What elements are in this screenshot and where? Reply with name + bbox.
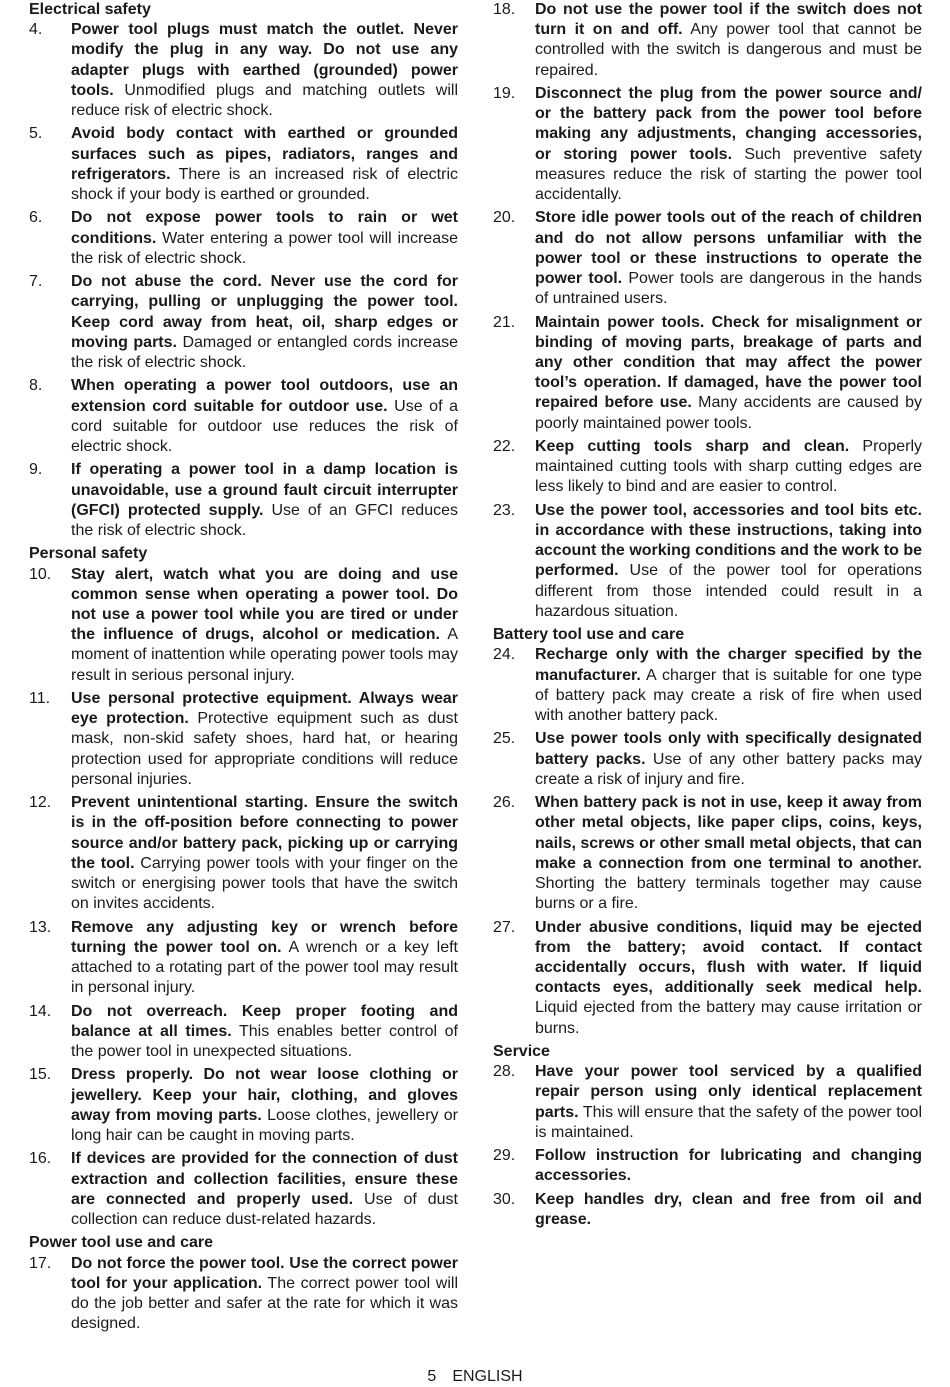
item-text — [535, 1062, 922, 1143]
item-text — [535, 0, 922, 81]
safety-item — [29, 918, 458, 999]
item-explanation: This will ensure that the safety of the power tool is maintained. — [535, 1103, 922, 1141]
safety-item — [493, 918, 922, 1039]
item-text — [71, 376, 458, 457]
safety-item — [29, 272, 458, 373]
item-number: 5. — [29, 125, 43, 143]
item-explanation: Properly maintained cutting tools with sharp cutting edges are less likely to bind and are easier to control. — [535, 438, 922, 496]
item-explanation: Power tools are dangerous in the hands of untrained users. — [535, 270, 922, 308]
item-instruction: Keep cutting tools sharp and clean. — [535, 438, 850, 456]
item-number: 26. — [493, 794, 516, 812]
item-number: 11. — [29, 690, 51, 708]
safety-item — [29, 1254, 458, 1335]
safety-item — [29, 1149, 458, 1230]
item-explanation: Carrying power tools with your finger on the switch or energising power tools that have the switch on invites accidents. — [71, 854, 458, 913]
safety-item — [29, 1065, 458, 1146]
item-explanation: Damaged or entangled cords increase the risk of electric shock. — [71, 333, 458, 372]
safety-item — [493, 437, 922, 498]
item-instruction: If devices are provided for the connection of dust extraction and collection facilities, ensure these are connected and properly used. — [71, 1150, 458, 1208]
item-text — [535, 501, 922, 622]
safety-item — [29, 793, 458, 914]
safety-item — [493, 501, 922, 622]
safety-item — [493, 313, 922, 434]
item-text — [535, 1146, 922, 1186]
item-instruction: Prevent unintentional starting. Ensure the switch is in the off-position before connecting to power source and/or battery pack, picking up or carrying the tool. — [71, 794, 458, 872]
safety-item — [29, 565, 458, 686]
item-text — [535, 1190, 922, 1230]
item-explanation: Such preventive safety measures reduce the risk of starting the power tool accidentally. — [535, 145, 922, 204]
safety-item — [493, 1062, 922, 1143]
item-explanation: Many accidents are caused by poorly maintained power tools. — [535, 394, 923, 432]
item-number: 17. — [29, 1254, 52, 1272]
section-heading: Power tool use and care — [29, 1234, 214, 1252]
item-number: 14. — [29, 1002, 52, 1020]
item-instruction: Store idle power tools out of the reach of children and do not allow persons unfamiliar with the power tool or these instructions to operate the power tool. — [535, 209, 922, 288]
item-number: 25. — [493, 730, 516, 748]
item-explanation: Use of an GFCI reduces the risk of electric shock. — [71, 501, 458, 540]
item-explanation: This enables better control of the power tool in unexpected situations. — [71, 1022, 458, 1061]
safety-item — [493, 208, 922, 309]
item-instruction: If operating a power tool in a damp location is unavoidable, use a ground fault circuit interrupter (GFCI) protected supply. — [71, 461, 458, 519]
item-instruction: Disconnect the plug from the power source and/ or the battery pack from the power tool before making any adjustments, changing accessories, or storing power tools. — [535, 85, 922, 163]
item-explanation: Use of any other battery packs may create a risk of injury and fire. — [535, 750, 923, 788]
item-explanation: Water entering a power tool will increase the risk of electric shock. — [71, 229, 458, 267]
item-number: 19. — [493, 85, 516, 102]
item-number: 22. — [493, 438, 516, 456]
safety-item — [493, 1146, 922, 1186]
item-number: 9. — [29, 461, 43, 479]
item-instruction: Have your power tool serviced by a qualified repair person using only identical replacement parts. — [535, 1063, 922, 1121]
item-text — [535, 84, 922, 205]
item-text — [535, 437, 922, 498]
item-text — [71, 124, 458, 205]
item-explanation: A charger that is suitable for one type of battery pack may create a risk of fire when used with another battery pack. — [535, 666, 922, 725]
item-number: 15. — [29, 1066, 52, 1084]
item-number: 28. — [493, 1063, 516, 1081]
item-text — [71, 1254, 458, 1335]
safety-item — [29, 376, 458, 457]
item-text — [535, 645, 922, 726]
item-number: 16. — [29, 1150, 52, 1168]
item-instruction: When battery pack is not in use, keep it away from other metal objects, like paper clips, coins, keys, nails, screws or other small metal objects, that can make a connection from one terminal to another. — [535, 794, 922, 872]
item-number: 30. — [493, 1190, 516, 1208]
item-explanation: The correct power tool will do the job better and safer at the rate for which it was designed. — [71, 1274, 458, 1333]
item-number: 6. — [29, 209, 43, 227]
item-text — [71, 793, 458, 914]
item-instruction: Do not overreach. Keep proper footing and balance at all times. — [71, 1002, 458, 1040]
item-explanation: Unmodified plugs and matching outlets will reduce risk of electric shock. — [71, 81, 458, 120]
item-instruction: Maintain power tools. Check for misalignment or binding of moving parts, breakage of parts and any other condition that may affect the power tool’s operation. If damaged, have the power tool repaired before use. — [535, 313, 922, 412]
item-instruction: Do not expose power tools to rain or wet conditions. — [71, 209, 458, 247]
item-text — [535, 313, 922, 434]
item-text — [71, 565, 458, 686]
item-number: 20. — [493, 209, 516, 227]
item-instruction: Do not force the power tool. Use the correct power tool for your application. — [71, 1254, 458, 1292]
item-number: 27. — [493, 918, 516, 936]
item-instruction: Use the power tool, accessories and tool bits etc. in accordance with these instructions, taking into account the working conditions and the work to be performed. — [535, 501, 922, 580]
item-instruction: Do not abuse the cord. Never use the cord for carrying, pulling or unplugging the power tool. Keep cord away from heat, oil, sharp edges or moving parts. — [71, 273, 458, 351]
item-text — [535, 208, 922, 309]
item-instruction: Follow instruction for lubricating and changing accessories. — [535, 1147, 922, 1185]
item-text — [71, 1065, 458, 1146]
item-text — [71, 1149, 458, 1230]
section-heading: Battery tool use and care — [493, 626, 685, 644]
item-number: 18. — [493, 1, 516, 18]
item-text — [71, 460, 458, 541]
item-instruction: Under abusive conditions, liquid may be ejected from the battery; avoid contact. If contact accidentally occurs, flush with water. If liquid contacts eyes, additionally seek medical help. — [535, 918, 922, 997]
left-column — [29, 0, 458, 1338]
item-explanation: There is an increased risk of electric shock if your body is earthed or grounded. — [71, 165, 458, 204]
item-explanation: A wrench or a key left attached to a rotating part of the power tool may result in personal injury. — [71, 938, 458, 997]
safety-item — [493, 0, 922, 81]
item-text — [71, 208, 458, 269]
item-explanation: Use of the power tool for operations different from those intended could result in a hazardous situation. — [535, 562, 922, 620]
item-text — [535, 793, 922, 914]
item-number: 12. — [29, 794, 52, 812]
item-number: 23. — [493, 501, 516, 519]
safety-item — [29, 20, 458, 121]
safety-item — [493, 793, 922, 914]
item-text — [71, 918, 458, 999]
item-instruction: Remove any adjusting key or wrench before turning the power tool on. — [71, 918, 458, 956]
page-number: 5 — [427, 1368, 437, 1385]
item-number: 7. — [29, 273, 43, 291]
safety-item — [29, 1002, 458, 1063]
safety-item — [29, 689, 458, 790]
item-instruction: When operating a power tool outdoors, use an extension cord suitable for outdoor use. — [71, 377, 458, 415]
item-text — [71, 272, 458, 373]
item-instruction: Do not use the power tool if the switch does not turn it on and off. — [535, 1, 922, 39]
item-instruction: Recharge only with the charger specified by the manufacturer. — [535, 646, 922, 684]
safety-item — [493, 645, 922, 726]
item-explanation: Any power tool that cannot be controlled with the switch is dangerous and must be repaired. — [535, 21, 922, 79]
item-explanation: Use of dust collection can reduce dust-related hazards. — [71, 1190, 459, 1229]
item-number: 24. — [493, 646, 516, 664]
right-column — [493, 0, 922, 1233]
item-text — [71, 1002, 458, 1063]
item-instruction: Dress properly. Do not wear loose clothing or jewellery. Keep your hair, clothing, and gloves away from moving parts. — [71, 1066, 458, 1124]
safety-item — [493, 84, 922, 205]
item-number: 8. — [29, 377, 43, 395]
item-instruction: Power tool plugs must match the outlet. Never modify the plug in any way. Do not use any adapter plugs with earthed (grounded) power tools. — [71, 21, 458, 99]
item-text — [535, 918, 922, 1039]
item-number: 13. — [29, 918, 52, 936]
footer-language: ENGLISH — [452, 1368, 523, 1385]
item-text — [71, 20, 458, 121]
item-explanation: Liquid ejected from the battery may cause irritation or burns. — [535, 999, 922, 1037]
page-footer — [0, 1367, 950, 1387]
item-number: 10. — [29, 565, 52, 583]
safety-item — [493, 729, 922, 790]
item-explanation: Shorting the battery terminals together may cause burns or a fire. — [535, 875, 922, 913]
item-explanation: A moment of inattention while operating power tools may result in serious personal injury. — [71, 626, 459, 684]
safety-item — [29, 460, 458, 541]
item-explanation: Protective equipment such as dust mask, non-skid safety shoes, hard hat, or hearing protection used for appropriate conditions will reduce personal injuries. — [71, 710, 458, 788]
item-text — [71, 689, 458, 790]
item-explanation: Loose clothes, jewellery or long hair can be caught in moving parts. — [71, 1106, 458, 1145]
item-instruction: Avoid body contact with earthed or grounded surfaces such as pipes, radiators, ranges and refrigerators. — [71, 125, 458, 183]
item-instruction: Stay alert, watch what you are doing and use common sense when operating a power tool. Do not use a power tool while you are tired or under the influence of drugs, alcohol or medication. — [71, 565, 458, 644]
item-instruction: Use power tools only with specifically designated battery packs. — [535, 730, 922, 768]
safety-item — [29, 124, 458, 205]
item-explanation: Use of a cord suitable for outdoor use reduces the risk of electric shock. — [71, 397, 459, 456]
safety-item — [493, 1190, 922, 1230]
item-text — [535, 729, 922, 790]
item-instruction: Keep handles dry, clean and free from oil and grease. — [535, 1190, 922, 1229]
section-heading: Service — [493, 1043, 550, 1061]
item-number: 29. — [493, 1147, 516, 1165]
item-instruction: Use personal protective equipment. Always wear eye protection. — [71, 690, 458, 728]
safety-item — [29, 208, 458, 269]
section-heading: Personal safety — [29, 545, 148, 563]
item-number: 4. — [29, 21, 43, 39]
item-number: 21. — [493, 313, 516, 331]
section-heading: Electrical safety — [29, 1, 151, 18]
